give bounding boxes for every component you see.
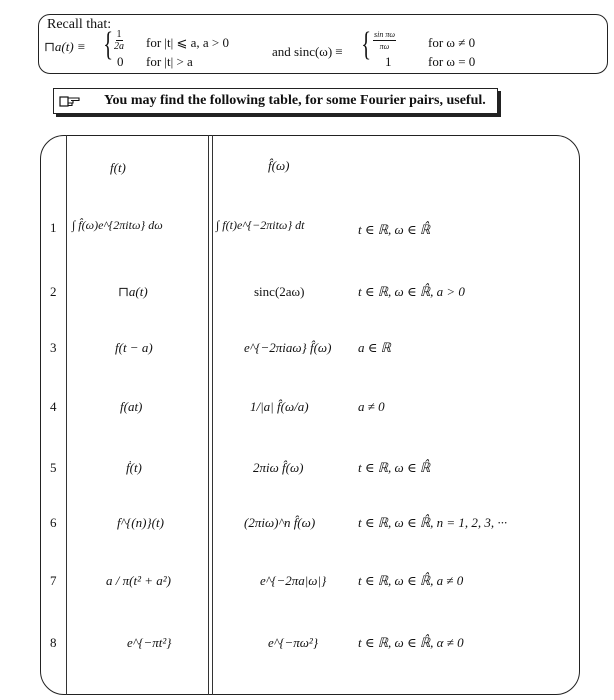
row-3-f: f(t − a) — [115, 340, 153, 355]
row-6-cond: t ∈ ℝ, ω ∈ ℝ̂, n = 1, 2, 3, ··· — [358, 515, 508, 530]
row-number: 5 — [50, 460, 57, 475]
table-divider-num — [66, 135, 67, 695]
row-4-cond: a ≠ 0 — [358, 399, 385, 414]
row-6-fhat: (2πiω)^n f̂(ω) — [244, 515, 316, 530]
row-7-cond: t ∈ ℝ, ω ∈ ℝ̂, a ≠ 0 — [358, 573, 464, 588]
row-2-f: ⊓a(t) — [118, 284, 148, 299]
rect-case1-cond: for |t| ⩽ a, a > 0 — [146, 35, 229, 50]
sinc-case1-num: sin πω — [374, 30, 395, 39]
row-number: 2 — [50, 284, 57, 299]
rect-case2-val: 0 — [117, 54, 124, 69]
row-8-cond: t ∈ ℝ, ω ∈ ℝ̂, α ≠ 0 — [358, 635, 464, 650]
rect-brace: { — [103, 26, 114, 63]
rect-case1-num: 1 — [116, 29, 122, 40]
sinc-brace: { — [361, 26, 372, 63]
row-5-fhat: 2πiω f̂(ω) — [253, 460, 304, 475]
header-f: f(t) — [110, 160, 126, 175]
row-3-cond: a ∈ ℝ — [358, 340, 391, 355]
table-divider-main — [208, 135, 213, 695]
hint-bar — [53, 88, 498, 114]
row-1-fhat: ∫ f(t)e^{−2πitω} dt — [216, 218, 305, 232]
sinc-case2-cond: for ω = 0 — [428, 54, 476, 69]
row-number: 3 — [50, 340, 57, 355]
row-number: 7 — [50, 573, 57, 588]
sinc-case1-fraction — [373, 29, 396, 52]
row-number: 8 — [50, 635, 57, 650]
row-7-fhat: e^{−2πa|ω|} — [260, 573, 327, 588]
rect-case2-cond: for |t| > a — [146, 54, 193, 69]
row-number: 4 — [50, 399, 57, 414]
hint-text: You may find the following table, for some Fourier pairs, useful. — [104, 93, 486, 108]
row-number: 1 — [50, 220, 57, 235]
header-fhat: f̂(ω) — [268, 158, 290, 173]
row-1-f: ∫ f̂(ω)e^{2πitω} dω — [72, 218, 163, 232]
row-5-f: ḟ(t) — [126, 460, 142, 475]
row-2-fhat: sinc(2aω) — [254, 284, 305, 299]
row-1-cond: t ∈ ℝ, ω ∈ ℝ̂ — [358, 222, 431, 237]
row-6-f: f^{(n)}(t) — [117, 515, 164, 530]
sinc-lhs: and sinc(ω) ≡ — [272, 44, 343, 59]
row-5-cond: t ∈ ℝ, ω ∈ ℝ̂ — [358, 460, 431, 475]
row-2-cond: t ∈ ℝ, ω ∈ ℝ̂, a > 0 — [358, 284, 465, 299]
row-4-fhat: 1/|a| f̂(ω/a) — [250, 399, 309, 414]
pointing-hand-icon — [59, 94, 81, 108]
row-4-f: f(at) — [120, 399, 143, 414]
rect-case1-den: 2a — [114, 41, 124, 52]
row-8-f: e^{−πt²} — [127, 635, 172, 650]
rect-case1-fraction — [114, 29, 124, 52]
row-8-fhat: e^{−πω²} — [268, 635, 319, 650]
row-number: 6 — [50, 515, 57, 530]
recall-title: Recall that: — [47, 17, 112, 32]
sinc-case2-val: 1 — [385, 54, 392, 69]
row-7-f: a / π(t² + a²) — [106, 573, 171, 588]
sinc-case1-cond: for ω ≠ 0 — [428, 35, 476, 50]
row-3-fhat: e^{−2πiaω} f̂(ω) — [244, 340, 332, 355]
rect-lhs: ⊓a(t) ≡ — [44, 39, 86, 54]
sinc-case1-den: πω — [379, 42, 390, 51]
